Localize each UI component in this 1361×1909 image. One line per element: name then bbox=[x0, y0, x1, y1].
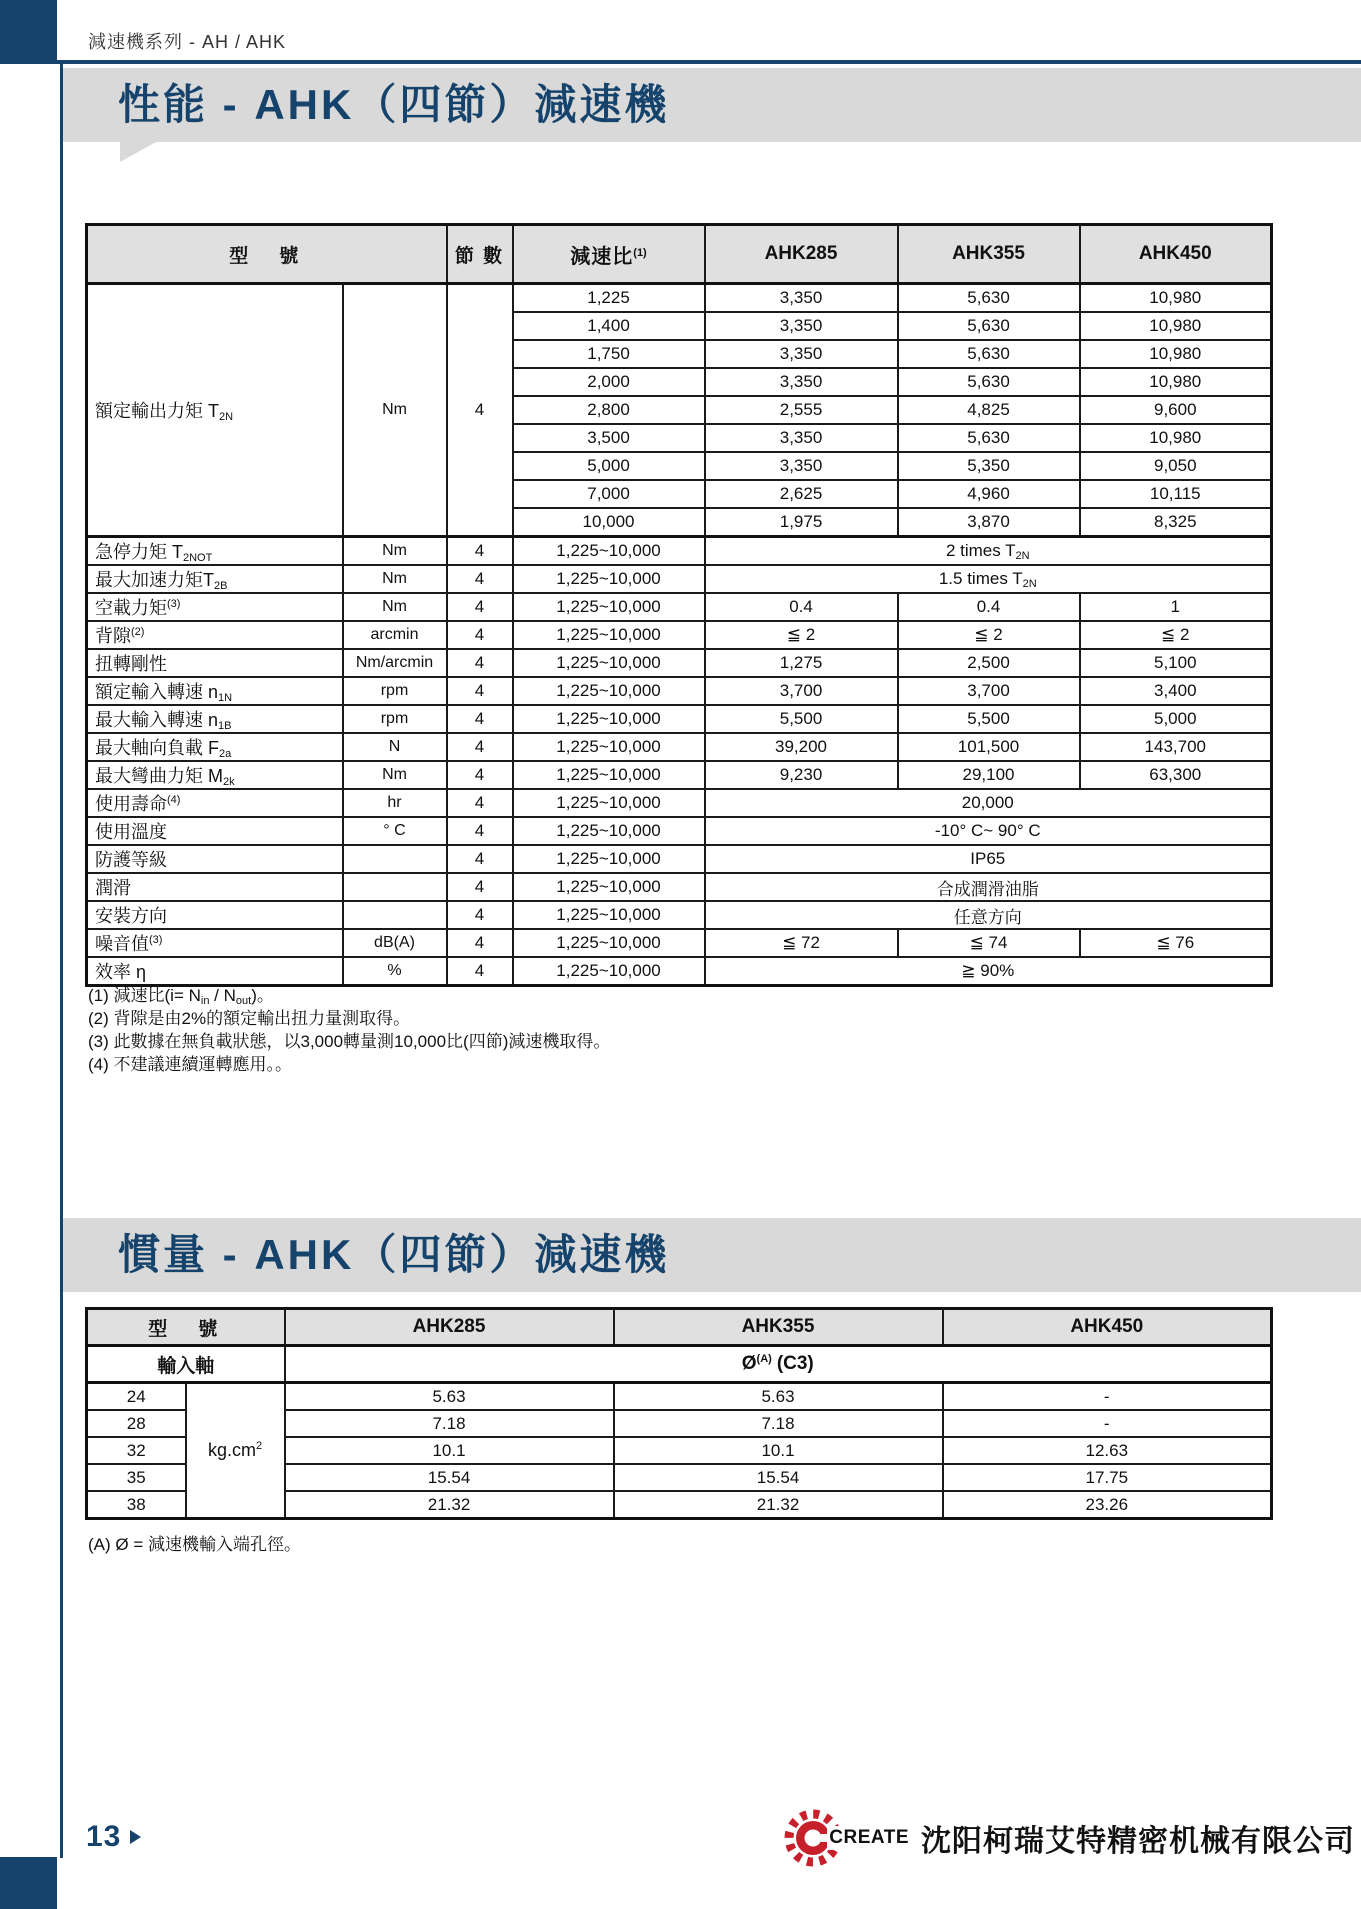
cell-value: 3,350 bbox=[705, 452, 898, 480]
footnote-2: (2) 背隙是由2%的額定輸出扭力量測取得。 bbox=[88, 1009, 411, 1028]
cell-value: 5,630 bbox=[898, 368, 1080, 396]
cell-value: 10,980 bbox=[1080, 312, 1272, 340]
cell-unit bbox=[343, 845, 447, 873]
cell-spec-label: 使用壽命$^{(4)}$ bbox=[87, 789, 343, 817]
bottom-left-corner-block bbox=[0, 1857, 57, 1909]
cell-value: ≦ 74 bbox=[898, 929, 1080, 957]
cell-value: 3,350 bbox=[705, 424, 898, 452]
table-row bbox=[87, 1383, 1272, 1411]
col-header-model: 型 號 bbox=[87, 1309, 285, 1346]
cell-value: - bbox=[943, 1383, 1272, 1411]
cell-value: 2,625 bbox=[705, 480, 898, 508]
cell-stages: 4 bbox=[447, 621, 513, 649]
cell-unit: dB(A) bbox=[343, 929, 447, 957]
company-brand bbox=[781, 1806, 1355, 1870]
cell-ratio: 1,225~10,000 bbox=[513, 957, 705, 986]
cell-spec-label: 最大彎曲力矩 $M_{2k}$ bbox=[87, 761, 343, 789]
cell-value: 3,870 bbox=[898, 508, 1080, 537]
cell-ratio: 1,225 bbox=[513, 284, 705, 313]
cell-value: 29,100 bbox=[898, 761, 1080, 789]
cell-merged-value: IP65 bbox=[705, 845, 1272, 873]
table-row bbox=[87, 593, 1272, 621]
cell-spec-label: 空載力矩$^{(3)}$ bbox=[87, 593, 343, 621]
cell-value: 0.4 bbox=[705, 593, 898, 621]
cell-spec-label: 額定輸入轉速 $n_{1N}$ bbox=[87, 677, 343, 705]
cell-stages: 4 bbox=[447, 593, 513, 621]
cell-value: 5,630 bbox=[898, 340, 1080, 368]
cell-merged-value: 任意方向 bbox=[705, 901, 1272, 929]
cell-spec-label: 背隙$^{(2)}$ bbox=[87, 621, 343, 649]
cell-value: 17.75 bbox=[943, 1464, 1272, 1491]
cell-value: 2,555 bbox=[705, 396, 898, 424]
cell-value: 4,960 bbox=[898, 480, 1080, 508]
cell-value: 7.18 bbox=[614, 1410, 943, 1437]
cell-spec-label: 最大加速力矩$T_{2B}$ bbox=[87, 565, 343, 593]
cell-unit: rpm bbox=[343, 705, 447, 733]
cell-spec-label: 安裝方向 bbox=[87, 901, 343, 929]
col-header-ahk355: AHK355 bbox=[614, 1309, 943, 1346]
table-row bbox=[87, 733, 1272, 761]
cell-shaft-size: 24 bbox=[87, 1383, 186, 1411]
cell-stages: 4 bbox=[447, 901, 513, 929]
cell-value: 9,230 bbox=[705, 761, 898, 789]
cell-value: 39,200 bbox=[705, 733, 898, 761]
cell-ratio: 1,225~10,000 bbox=[513, 565, 705, 593]
cell-value: 63,300 bbox=[1080, 761, 1272, 789]
cell-merged-value: 20,000 bbox=[705, 789, 1272, 817]
cell-value: 5,000 bbox=[1080, 705, 1272, 733]
banner-tail-decoration bbox=[120, 142, 156, 162]
cell-value: 10,980 bbox=[1080, 340, 1272, 368]
cell-stages: 4 bbox=[447, 873, 513, 901]
cell-value: 5,350 bbox=[898, 452, 1080, 480]
cell-value: ≦ 72 bbox=[705, 929, 898, 957]
cell-ratio: 1,225~10,000 bbox=[513, 901, 705, 929]
cell-spec-label: 最大輸入轉速 $n_{1B}$ bbox=[87, 705, 343, 733]
cell-unit: $kg.cm^2$ bbox=[186, 1383, 285, 1519]
cell-ratio: 10,000 bbox=[513, 508, 705, 537]
cell-unit: Nm bbox=[343, 593, 447, 621]
cell-ratio: 2,000 bbox=[513, 368, 705, 396]
table-row bbox=[87, 284, 1272, 313]
cell-unit: ° C bbox=[343, 817, 447, 845]
cell-value: 101,500 bbox=[898, 733, 1080, 761]
left-divider-rule bbox=[60, 64, 63, 1858]
cell-value: 10,980 bbox=[1080, 368, 1272, 396]
cell-spec-label: 急停力矩 $T_{2NOT}$ bbox=[87, 537, 343, 566]
cell-value: 21.32 bbox=[614, 1491, 943, 1519]
cell-unit: Nm/arcmin bbox=[343, 649, 447, 677]
cell-merged-value: 合成潤滑油脂 bbox=[705, 873, 1272, 901]
col-header-ahk285: AHK285 bbox=[705, 225, 898, 284]
cell-stages: 4 bbox=[447, 789, 513, 817]
cell-spec-label: 扭轉剛性 bbox=[87, 649, 343, 677]
cell-value: 5,630 bbox=[898, 424, 1080, 452]
table-row bbox=[87, 929, 1272, 957]
footnote-3: (3) 此數據在無負載狀態，以3,000轉量測10,000比(四節)減速機取得。 bbox=[88, 1032, 611, 1051]
cell-unit: % bbox=[343, 957, 447, 986]
cell-stages: 4 bbox=[447, 845, 513, 873]
cell-value: 3,400 bbox=[1080, 677, 1272, 705]
cell-value: 4,825 bbox=[898, 396, 1080, 424]
cell-value: 1,975 bbox=[705, 508, 898, 537]
cell-value: 3,350 bbox=[705, 368, 898, 396]
cell-merged-value: ≧ 90% bbox=[705, 957, 1272, 986]
cell-unit: hr bbox=[343, 789, 447, 817]
cell-value: 8,325 bbox=[1080, 508, 1272, 537]
cell-value: - bbox=[943, 1410, 1272, 1437]
table-row bbox=[87, 649, 1272, 677]
cell-ratio: 1,750 bbox=[513, 340, 705, 368]
table-row bbox=[87, 621, 1272, 649]
cell-value: ≦ 2 bbox=[1080, 621, 1272, 649]
cell-spec-label: 潤滑 bbox=[87, 873, 343, 901]
cell-unit: Nm bbox=[343, 761, 447, 789]
cell-unit bbox=[343, 901, 447, 929]
cell-value: 3,700 bbox=[705, 677, 898, 705]
cell-ratio: 1,225~10,000 bbox=[513, 817, 705, 845]
input-shaft-row bbox=[87, 1346, 1272, 1383]
table-row bbox=[87, 677, 1272, 705]
table-row bbox=[87, 845, 1272, 873]
cell-stages: 4 bbox=[447, 929, 513, 957]
cell-value: ≦ 76 bbox=[1080, 929, 1272, 957]
col-header-ahk285: AHK285 bbox=[285, 1309, 614, 1346]
cell-merged-value: -10° C~ 90° C bbox=[705, 817, 1272, 845]
cell-spec-label: 額定輸出力矩 $T_{2N}$ bbox=[87, 284, 343, 537]
col-header-stages: 節 數 bbox=[447, 225, 513, 284]
cell-ratio: 1,225~10,000 bbox=[513, 761, 705, 789]
cell-unit bbox=[343, 873, 447, 901]
cell-stages: 4 bbox=[447, 537, 513, 566]
cell-value: ≦ 2 bbox=[898, 621, 1080, 649]
cell-value: 10.1 bbox=[285, 1437, 614, 1464]
cell-input-shaft-value: $Ø^{(A)}$ (C3) bbox=[285, 1346, 1272, 1383]
cell-ratio: 1,225~10,000 bbox=[513, 845, 705, 873]
cell-shaft-size: 35 bbox=[87, 1464, 186, 1491]
cell-ratio: 1,225~10,000 bbox=[513, 677, 705, 705]
cell-stages: 4 bbox=[447, 761, 513, 789]
cell-stages: 4 bbox=[447, 957, 513, 986]
cell-value: 7.18 bbox=[285, 1410, 614, 1437]
cell-value: 1 bbox=[1080, 593, 1272, 621]
cell-stages: 4 bbox=[447, 705, 513, 733]
table-header-row bbox=[87, 1309, 1272, 1346]
cell-spec-label: 效率 η bbox=[87, 957, 343, 986]
performance-section-banner bbox=[63, 68, 1361, 142]
table-row bbox=[87, 789, 1272, 817]
cell-spec-label: 最大軸向負載 $F_{2a}$ bbox=[87, 733, 343, 761]
cell-ratio: 1,225~10,000 bbox=[513, 873, 705, 901]
cell-ratio: 1,400 bbox=[513, 312, 705, 340]
performance-footnotes bbox=[88, 984, 610, 1076]
col-header-ahk450: AHK450 bbox=[943, 1309, 1272, 1346]
cell-value: 5,500 bbox=[898, 705, 1080, 733]
cell-unit: Nm bbox=[343, 537, 447, 566]
footnote-1: (1) 減速比$(i= N_{in} / N_{out})$。 bbox=[88, 986, 274, 1007]
cell-value: 10,980 bbox=[1080, 284, 1272, 313]
table-row bbox=[87, 873, 1272, 901]
cell-stages: 4 bbox=[447, 284, 513, 537]
cell-value: 3,350 bbox=[705, 340, 898, 368]
cell-stages: 4 bbox=[447, 733, 513, 761]
cell-value: 0.4 bbox=[898, 593, 1080, 621]
table-row bbox=[87, 901, 1272, 929]
cell-value: 9,600 bbox=[1080, 396, 1272, 424]
cell-value: ≦ 2 bbox=[705, 621, 898, 649]
cell-value: 3,350 bbox=[705, 312, 898, 340]
cell-ratio: 1,225~10,000 bbox=[513, 649, 705, 677]
table-row bbox=[87, 537, 1272, 566]
inertia-footnote: (A) Ø = 減速機輸入端孔徑。 bbox=[88, 1535, 301, 1554]
cell-value: 5,630 bbox=[898, 284, 1080, 313]
footnote-4: (4) 不建議連續運轉應用。。 bbox=[88, 1055, 292, 1074]
cell-ratio: 2,800 bbox=[513, 396, 705, 424]
cell-stages: 4 bbox=[447, 649, 513, 677]
cell-value: 2,500 bbox=[898, 649, 1080, 677]
table-row bbox=[87, 817, 1272, 845]
cell-ratio: 3,500 bbox=[513, 424, 705, 452]
cell-unit: Nm bbox=[343, 565, 447, 593]
cell-merged-value: 1.5 times $T_{2N}$ bbox=[705, 565, 1272, 593]
cell-shaft-size: 38 bbox=[87, 1491, 186, 1519]
cell-stages: 4 bbox=[447, 677, 513, 705]
cell-ratio: 1,225~10,000 bbox=[513, 593, 705, 621]
cell-value: 5,500 bbox=[705, 705, 898, 733]
col-header-model: 型 號 bbox=[87, 225, 447, 284]
col-header-ratio: 減速比$^{(1)}$ bbox=[513, 225, 705, 284]
inertia-section-banner bbox=[63, 1218, 1361, 1292]
cell-value: 1,275 bbox=[705, 649, 898, 677]
cell-value: 15.54 bbox=[285, 1464, 614, 1491]
cell-value: 10,115 bbox=[1080, 480, 1272, 508]
cell-value: 143,700 bbox=[1080, 733, 1272, 761]
cell-unit: Nm bbox=[343, 284, 447, 537]
table-row bbox=[87, 957, 1272, 986]
cell-ratio: 1,225~10,000 bbox=[513, 733, 705, 761]
cell-value: 21.32 bbox=[285, 1491, 614, 1519]
cell-value: 5,630 bbox=[898, 312, 1080, 340]
cell-value: 23.26 bbox=[943, 1491, 1272, 1519]
cell-value: 3,700 bbox=[898, 677, 1080, 705]
inertia-table bbox=[85, 1307, 1273, 1520]
company-name: 沈阳柯瑞艾特精密机械有限公司 bbox=[921, 1825, 1355, 1858]
logo-text: CREATE bbox=[829, 1827, 909, 1848]
inertia-section-title: 慣量 - AHK（四節）減速機 bbox=[118, 1231, 670, 1278]
cell-stages: 4 bbox=[447, 817, 513, 845]
table-row bbox=[87, 705, 1272, 733]
cell-value: 12.63 bbox=[943, 1437, 1272, 1464]
cell-ratio: 1,225~10,000 bbox=[513, 705, 705, 733]
performance-table bbox=[85, 223, 1273, 987]
table-row bbox=[87, 761, 1272, 789]
cell-spec-label: 使用溫度 bbox=[87, 817, 343, 845]
cell-ratio: 1,225~10,000 bbox=[513, 929, 705, 957]
cell-merged-value: 2 times $T_{2N}$ bbox=[705, 537, 1272, 566]
page-number: 13 bbox=[86, 1820, 141, 1854]
cell-ratio: 1,225~10,000 bbox=[513, 621, 705, 649]
cell-value: 5.63 bbox=[285, 1383, 614, 1411]
top-divider-rule bbox=[0, 60, 1361, 64]
cell-stages: 4 bbox=[447, 565, 513, 593]
cell-shaft-size: 28 bbox=[87, 1410, 186, 1437]
cell-ratio: 1,225~10,000 bbox=[513, 789, 705, 817]
col-header-ahk355: AHK355 bbox=[898, 225, 1080, 284]
cell-spec-label: 噪音值$^{(3)}$ bbox=[87, 929, 343, 957]
cell-ratio: 5,000 bbox=[513, 452, 705, 480]
cell-value: 3,350 bbox=[705, 284, 898, 313]
table-header-row bbox=[87, 225, 1272, 284]
cell-unit: N bbox=[343, 733, 447, 761]
page-arrow-icon bbox=[130, 1830, 141, 1844]
cell-unit: arcmin bbox=[343, 621, 447, 649]
top-left-corner-block bbox=[0, 0, 57, 62]
cell-value: 5.63 bbox=[614, 1383, 943, 1411]
cell-ratio: 7,000 bbox=[513, 480, 705, 508]
cell-value: 10.1 bbox=[614, 1437, 943, 1464]
cell-ratio: 1,225~10,000 bbox=[513, 537, 705, 566]
cell-input-shaft-label: 輸入軸 bbox=[87, 1346, 285, 1383]
cell-value: 5,100 bbox=[1080, 649, 1272, 677]
performance-section-title: 性能 - AHK（四節）減速機 bbox=[118, 81, 670, 128]
cell-spec-label: 防護等級 bbox=[87, 845, 343, 873]
cell-value: 15.54 bbox=[614, 1464, 943, 1491]
cell-value: 9,050 bbox=[1080, 452, 1272, 480]
col-header-ahk450: AHK450 bbox=[1080, 225, 1272, 284]
cell-shaft-size: 32 bbox=[87, 1437, 186, 1464]
document-header: 減速機系列 - AH / AHK bbox=[88, 32, 287, 52]
table-row bbox=[87, 565, 1272, 593]
cell-value: 10,980 bbox=[1080, 424, 1272, 452]
cell-unit: rpm bbox=[343, 677, 447, 705]
